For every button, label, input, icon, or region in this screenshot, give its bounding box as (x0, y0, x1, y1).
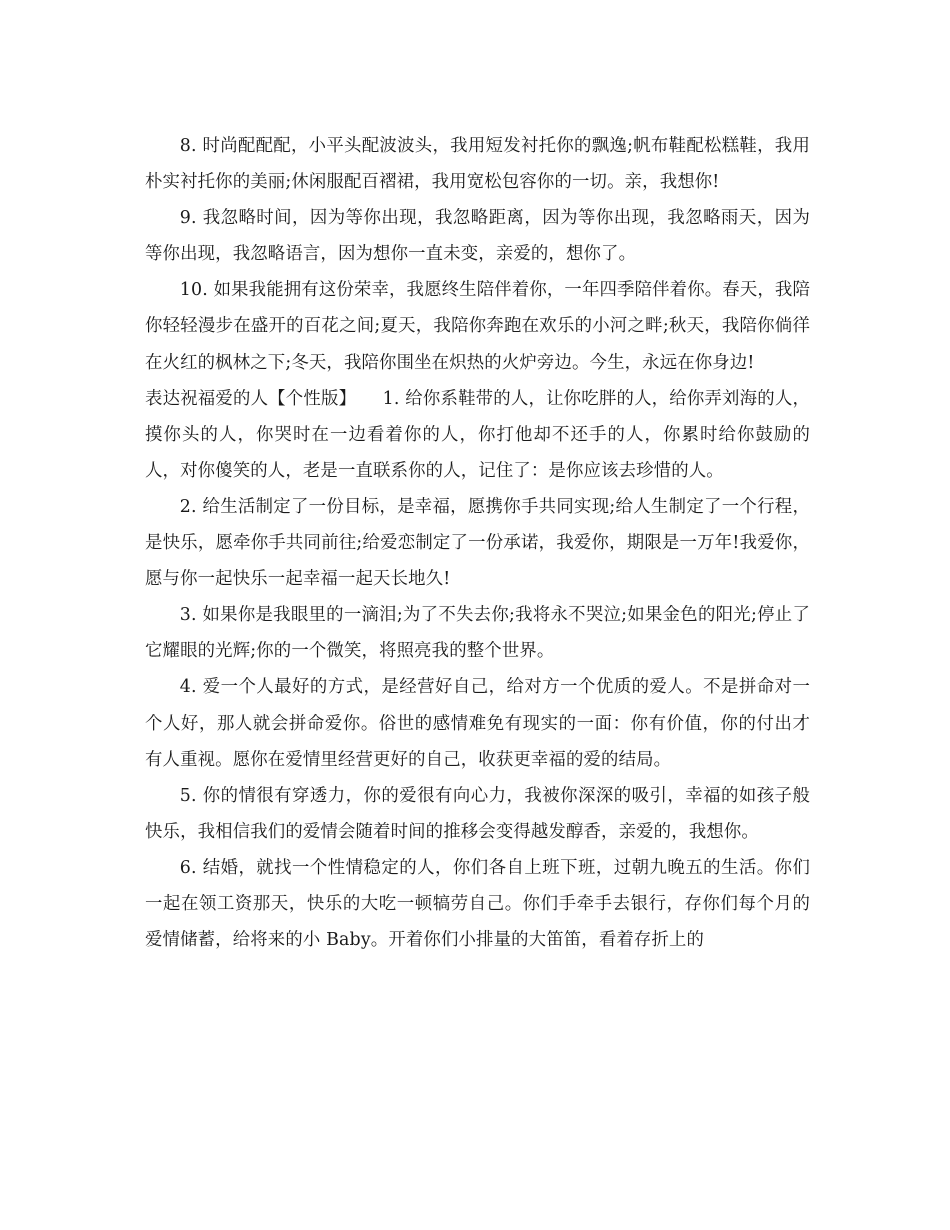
paragraph-item-3: 3. 如果你是我眼里的一滴泪;为了不失去你;我将永不哭泣;如果金色的阳光;停止了它耀眼的光辉;你的一个微笑，将照亮我的整个世界。 (145, 605, 810, 662)
paragraph-item-8: 8. 时尚配配配，小平头配波波头，我用短发衬托你的飘逸;帆布鞋配松糕鞋，我用朴实衬托你的美丽;休闲服配百褶裙，我用宽松包容你的一切。亲，我想你! (145, 136, 810, 193)
paragraph-item-2: 2. 给生活制定了一份目标，是幸福，愿携你手共同实现;给人生制定了一个行程，是快乐，愿牵你手共同前往;给爱恋制定了一份承诺，我爱你，期限是一万年!我爱你，愿与你一起快乐一起幸福一起天长地久! (145, 496, 810, 590)
document-page (145, 128, 810, 958)
paragraph-item-6: 6. 结婚，就找一个性情稳定的人，你们各自上班下班，过朝九晚五的生活。你们一起在领工资那天，快乐的大吃一顿犒劳自己。你们手牵手去银行，存你们每个月的爱情储蓄，给将来的小 Baby。开着你们小排量的大笛笛，看着存折上的 (145, 857, 810, 951)
paragraph-item-5: 5. 你的情很有穿透力，你的爱很有向心力，我被你深深的吸引，幸福的如孩子般快乐，我相信我们的爱情会随着时间的推移会变得越发醇香，亲爱的，我想你。 (145, 785, 810, 842)
paragraph-item-10: 10. 如果我能拥有这份荣幸，我愿终生陪伴着你，一年四季陪伴着你。春天，我陪你轻轻漫步在盛开的百花之间;夏天，我陪你奔跑在欢乐的小河之畔;秋天，我陪你倘徉在火红的枫林之下;冬天，我陪你围坐在炽热的火炉旁边。今生，永远在你身边! (145, 280, 810, 373)
paragraph-item-4: 4. 爱一个人最好的方式，是经营好自己，给对方一个优质的爱人。不是拼命对一个人好，那人就会拼命爱你。俗世的感情难免有现实的一面：你有价值，你的付出才有人重视。愿你在爱情里经营更好的自己，收获更幸福的爱的结局。 (145, 677, 810, 770)
paragraph-item-9: 9. 我忽略时间，因为等你出现，我忽略距离，因为等你出现，我忽略雨天，因为等你出现，我忽略语言，因为想你一直未变，亲爱的，想你了。 (145, 208, 810, 265)
section-heading-paragraph: 表达祝福爱的人【个性版】 1. 给你系鞋带的人，让你吃胖的人，给你弄刘海的人，摸你头的人，你哭时在一边看着你的人，你打他却不还手的人，你累时给你鼓励的人，对你傻笑的人，老是一直联系你的人，记住了：是你应该去珍惜的人。 (145, 388, 810, 481)
